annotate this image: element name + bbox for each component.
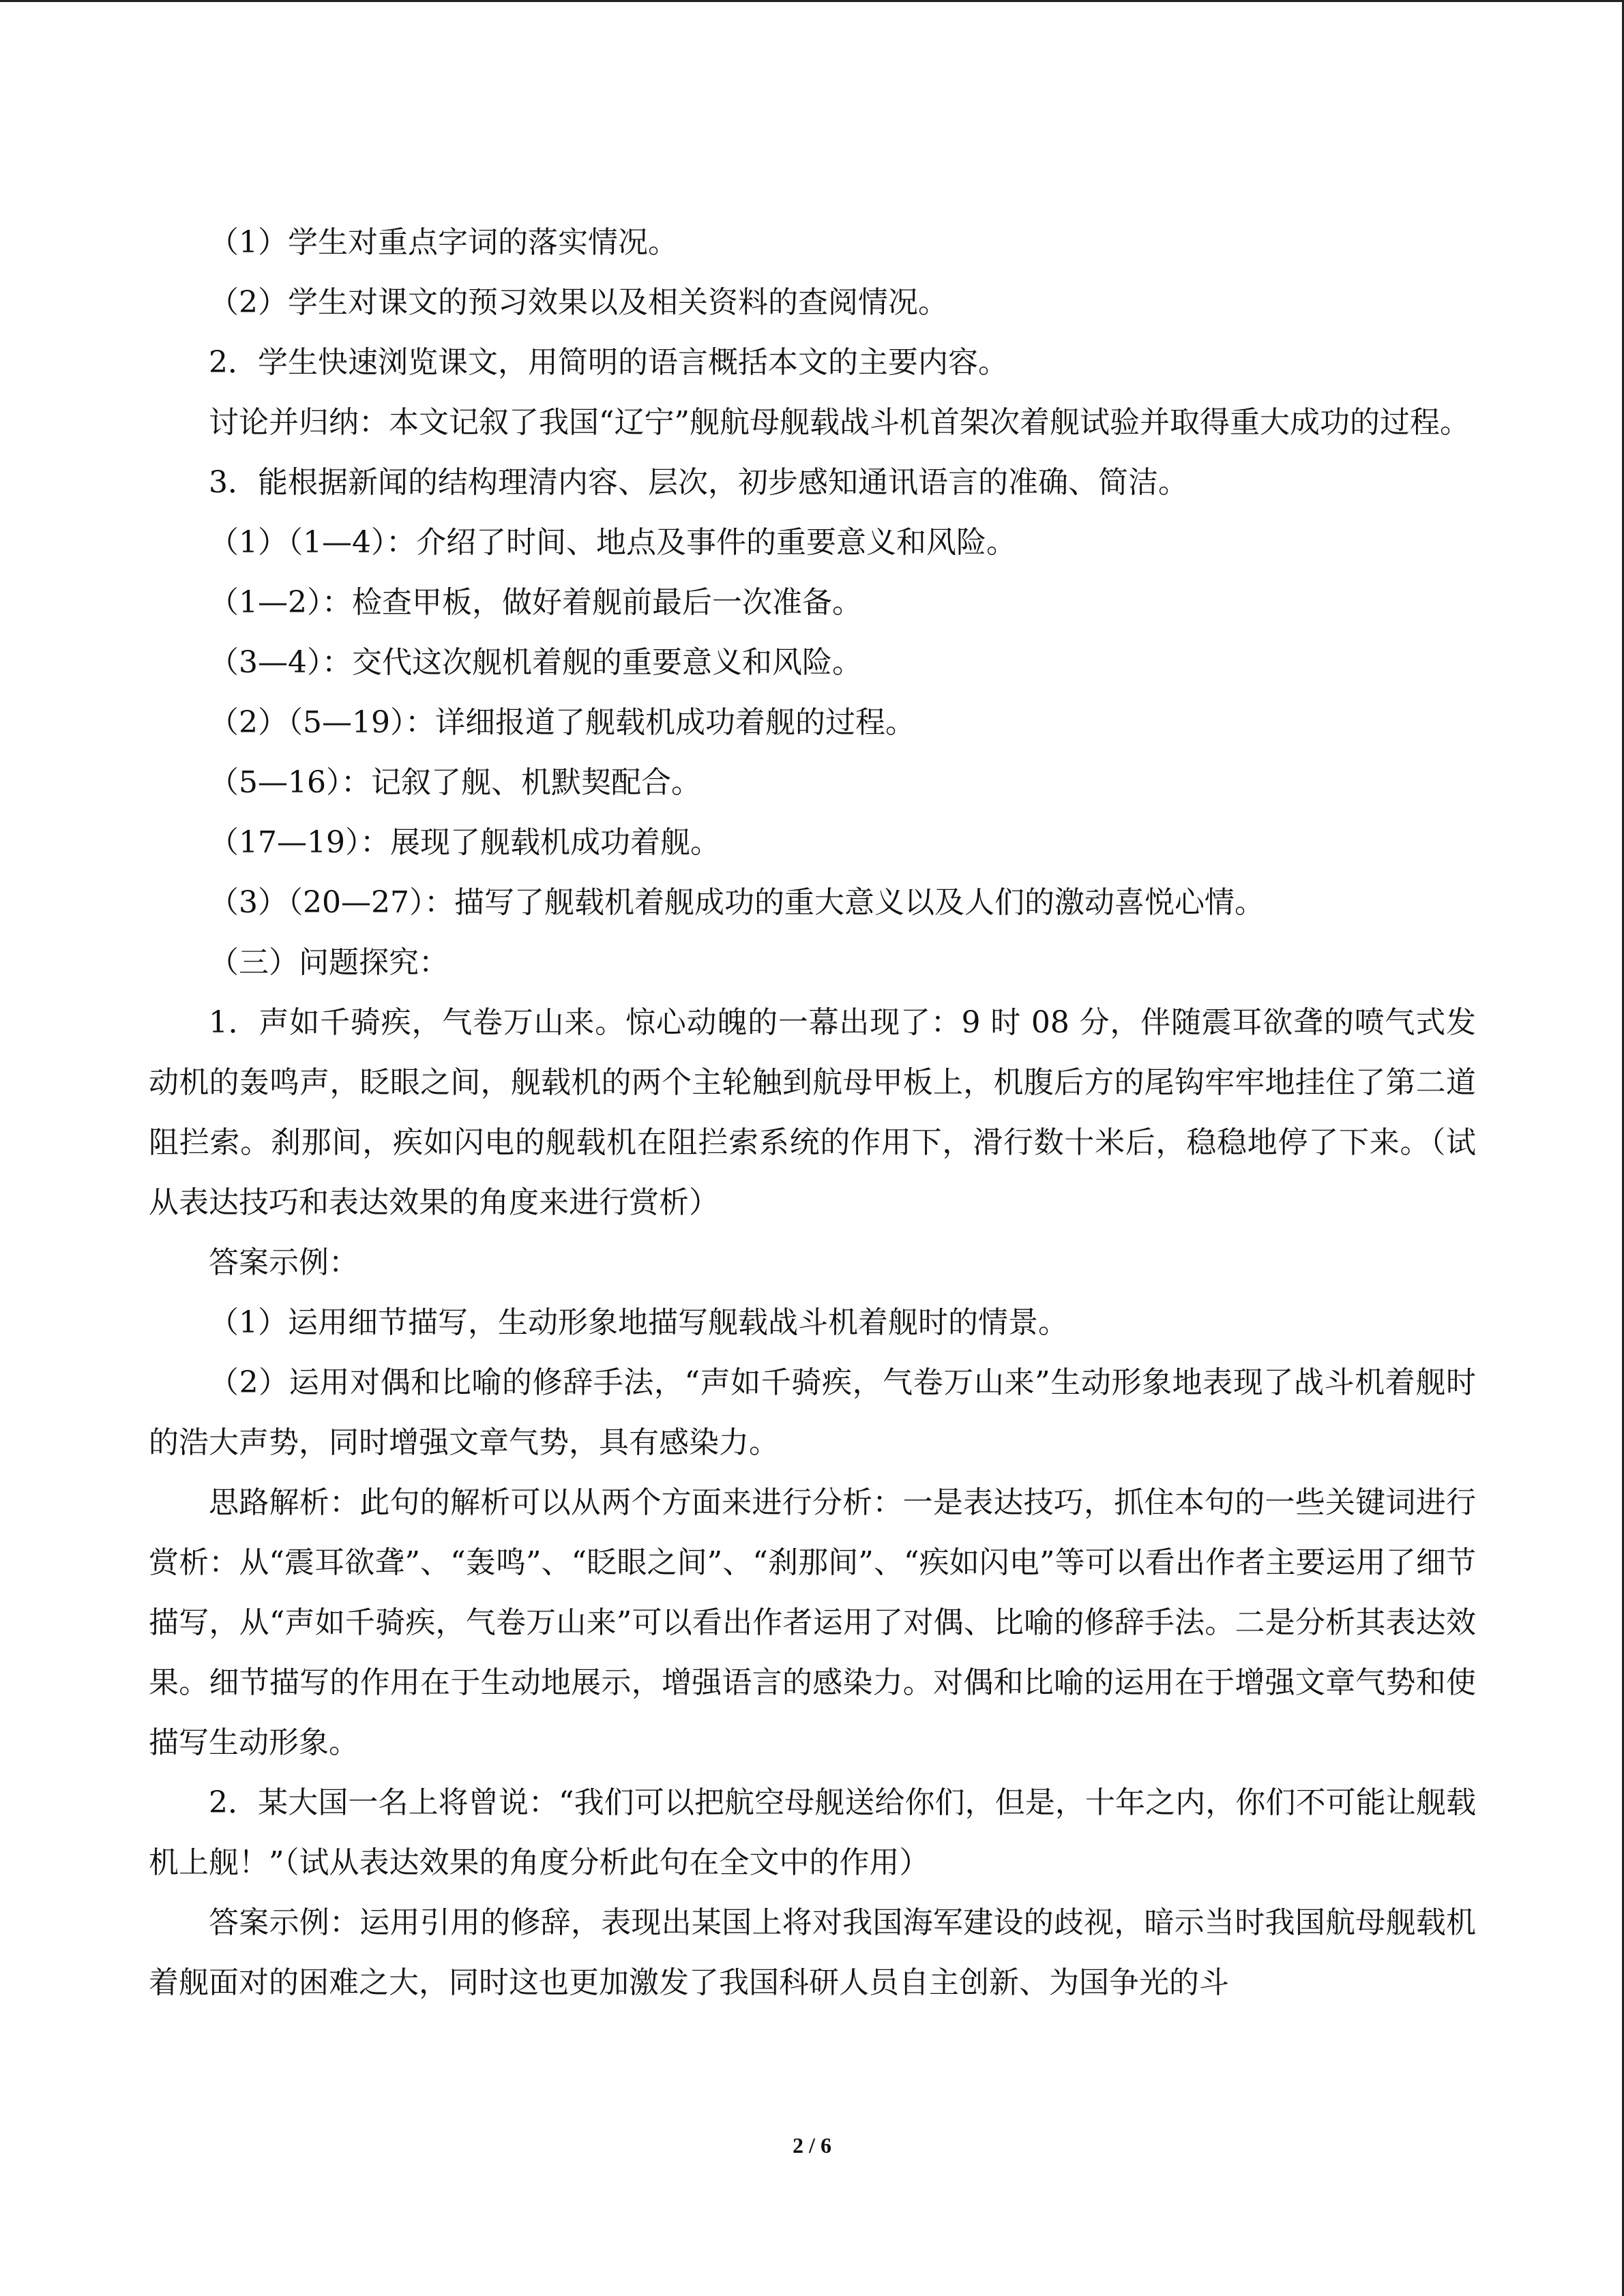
paragraph-5: 3．能根据新闻的结构理清内容、层次，初步感知通讯语言的准确、简洁。 xyxy=(209,465,1188,500)
document-body xyxy=(149,213,1476,2013)
paragraph-11: （17—19）：展现了舰载机成功着舰。 xyxy=(209,825,720,860)
section-heading-problem-inquiry: （三）问题探究： xyxy=(209,945,449,980)
paragraph-1: （1）学生对重点字词的落实情况。 xyxy=(209,225,678,260)
paragraph-15: 答案示例： xyxy=(209,1245,359,1280)
paragraph-18: 思路解析：此句的解析可以从两个方面来进行分析：一是表达技巧，抓住本句的一些关键词进行赏析：从“震耳欲聋”、“轰鸣”、“眨眼之间”、“刹那间”、“疾如闪电”等可以看出作者主要运用了细节描写，从“声如千骑疾，气卷万山来”可以看出作者运用了对偶、比喻的修辞手法。二是分析其表达效果。细节描写的作用在于生动地展示，增强语言的感染力。对偶和比喻的运用在于增强文章气势和使描写生动形象。 xyxy=(149,1485,1476,1760)
paragraph-16: （1）运用细节描写，生动形象地描写舰载战斗机着舰时的情景。 xyxy=(209,1305,1068,1340)
paragraph-3: 2．学生快速浏览课文，用简明的语言概括本文的主要内容。 xyxy=(209,345,1008,380)
paragraph-14: 1．声如千骑疾，气卷万山来。惊心动魄的一幕出现了：9 时 08 分，伴随震耳欲聋的喷气式发动机的轰鸣声，眨眼之间，舰载机的两个主轮触到航母甲板上，机腹后方的尾钩牢牢地挂住了第二道阻拦索。刹那间，疾如闪电的舰载机在阻拦索系统的作用下，滑行数十米后，稳稳地停了下来。（试从表达技巧和表达效果的角度来进行赏析） xyxy=(149,1005,1476,1220)
paragraph-9: （2）（5—19）：详细报道了舰载机成功着舰的过程。 xyxy=(209,705,915,740)
paragraph-12: （3）（20—27）：描写了舰载机着舰成功的重大意义以及人们的激动喜悦心情。 xyxy=(209,885,1265,920)
paragraph-6: （1）（1—4）：介绍了时间、地点及事件的重要意义和风险。 xyxy=(209,525,1016,560)
paragraph-19: 2．某大国一名上将曾说：“我们可以把航空母舰送给你们，但是，十年之内，你们不可能让舰载机上舰！”（试从表达效果的角度分析此句在全文中的作用） xyxy=(149,1785,1476,1880)
paragraph-10: （5—16）：记叙了舰、机默契配合。 xyxy=(209,765,701,800)
paragraph-7: （1—2）：检查甲板，做好着舰前最后一次准备。 xyxy=(209,585,862,620)
page-top-border xyxy=(0,0,1624,2)
paragraph-2: （2）学生对课文的预习效果以及相关资料的查阅情况。 xyxy=(209,285,948,320)
page-number: 2 / 6 xyxy=(793,2133,831,2158)
paragraph-20: 答案示例：运用引用的修辞，表现出某国上将对我国海军建设的歧视，暗示当时我国航母舰载机着舰面对的困难之大，同时这也更加激发了我国科研人员自主创新、为国争光的斗 xyxy=(149,1905,1476,2000)
paragraph-4: 讨论并归纳：本文记叙了我国“辽宁”舰航母舰载战斗机首架次着舰试验并取得重大成功的过程。 xyxy=(209,405,1470,440)
paragraph-17: （2）运用对偶和比喻的修辞手法，“声如千骑疾，气卷万山来”生动形象地表现了战斗机着舰时的浩大声势，同时增强文章气势，具有感染力。 xyxy=(149,1365,1476,1460)
paragraph-8: （3—4）：交代这次舰机着舰的重要意义和风险。 xyxy=(209,645,862,680)
